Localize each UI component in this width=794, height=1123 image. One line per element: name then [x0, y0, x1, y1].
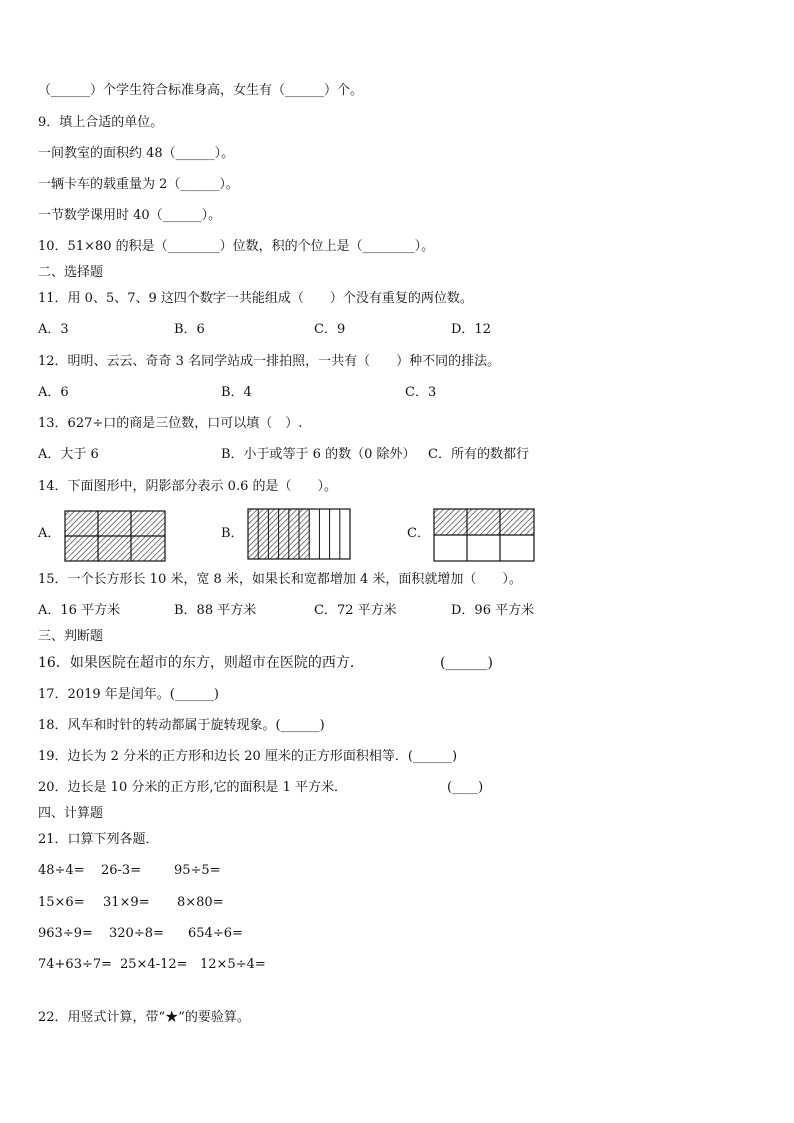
section-choice-heading: 二、选择题	[38, 265, 104, 280]
q20-answer-blank: (____)	[447, 780, 484, 795]
calc-row-2-c: 8×80=	[177, 895, 224, 910]
q19: 19．边长为 2 分米的正方形和边长 20 厘米的正方形面积相等．(______)	[38, 749, 458, 764]
calc-row-4-a: 74+63÷7=	[38, 957, 113, 972]
q15-option-c: C．72 平方米	[314, 603, 397, 618]
calc-row-3-b: 320÷8=	[109, 926, 164, 941]
calc-row-4-c: 12×5÷4=	[200, 957, 266, 972]
q11-option-a: A．3	[38, 322, 69, 337]
q11: 11．用 0、5、7、9 这四个数字一共能组成（ ）个没有重复的两位数。	[38, 291, 473, 306]
q8-tail-line: （______）个学生符合标准身高，女生有（______）个。	[38, 83, 364, 98]
q9-item-c: 一节数学课用时 40（______）。	[38, 208, 222, 223]
q12-option-c: C．3	[405, 385, 437, 400]
q12-option-a: A．6	[38, 385, 69, 400]
q14-option-b-label: B．	[221, 526, 244, 541]
q13-option-a: A．大于 6	[38, 447, 99, 462]
q14-figure-a	[64, 510, 166, 562]
q13-option-b: B．小于或等于 6 的数（0 除外）	[221, 447, 416, 462]
calc-row-1-b: 26-3=	[101, 863, 142, 878]
q16-answer-blank: (______)	[440, 655, 493, 671]
q15-option-a: A．16 平方米	[38, 603, 121, 618]
q15: 15．一个长方形长 10 米，宽 8 米，如果长和宽都增加 4 米，面积就增加（ ）。	[38, 572, 522, 587]
q14-option-a-label: A．	[38, 526, 61, 541]
q14-option-c-label: C．	[407, 526, 430, 541]
q11-option-d: D．12	[451, 322, 491, 337]
q14-figure-b	[247, 508, 351, 560]
q17: 17．2019 年是闰年。(______)	[38, 687, 219, 702]
calc-row-3-c: 654÷6=	[188, 926, 243, 941]
calc-row-4-b: 25×4-12=	[120, 957, 188, 972]
calc-row-1-a: 48÷4=	[38, 863, 85, 878]
q18: 18．风车和时针的转动都属于旋转现象。(______)	[38, 718, 325, 733]
section-calc-heading: 四、计算题	[38, 806, 104, 821]
calc-row-2-b: 31×9=	[103, 895, 150, 910]
q16: 16．如果医院在超市的东方，则超市在医院的西方．	[38, 655, 364, 671]
q12-option-b: B．4	[221, 385, 252, 400]
q15-option-b: B．88 平方米	[174, 603, 257, 618]
q14-figure-c	[433, 508, 535, 562]
q12: 12．明明、云云、奇奇 3 名同学站成一排拍照，一共有（ ）种不同的排法。	[38, 354, 501, 369]
q15-option-d: D．96 平方米	[451, 603, 535, 618]
q13: 13．627÷口的商是三位数，口可以填（ ）.	[38, 416, 303, 431]
calc-row-2-a: 15×6=	[38, 895, 85, 910]
q9-item-b: 一辆卡车的载重量为 2（______）。	[38, 177, 239, 192]
q20: 20．边长是 10 分米的正方形,它的面积是 1 平方米．	[38, 780, 348, 795]
q9-item-a: 一间教室的面积约 48（______）。	[38, 146, 235, 161]
q14: 14．下面图形中，阴影部分表示 0.6 的是（ ）。	[38, 479, 337, 494]
q21: 21．口算下列各题．	[38, 832, 159, 847]
q22: 22．用竖式计算，带“★”的要验算。	[38, 1010, 250, 1025]
q9-title: 9．填上合适的单位。	[38, 115, 164, 130]
q13-option-c: C．所有的数都行	[428, 447, 529, 462]
calc-row-3-a: 963÷9=	[38, 926, 93, 941]
q10: 10．51×80 的积是（________）位数，积的个位上是（________）。	[38, 239, 435, 254]
q11-option-c: C．9	[314, 322, 346, 337]
q11-option-b: B．6	[174, 322, 205, 337]
calc-row-1-c: 95÷5=	[174, 863, 221, 878]
section-judge-heading: 三、判断题	[38, 629, 104, 644]
